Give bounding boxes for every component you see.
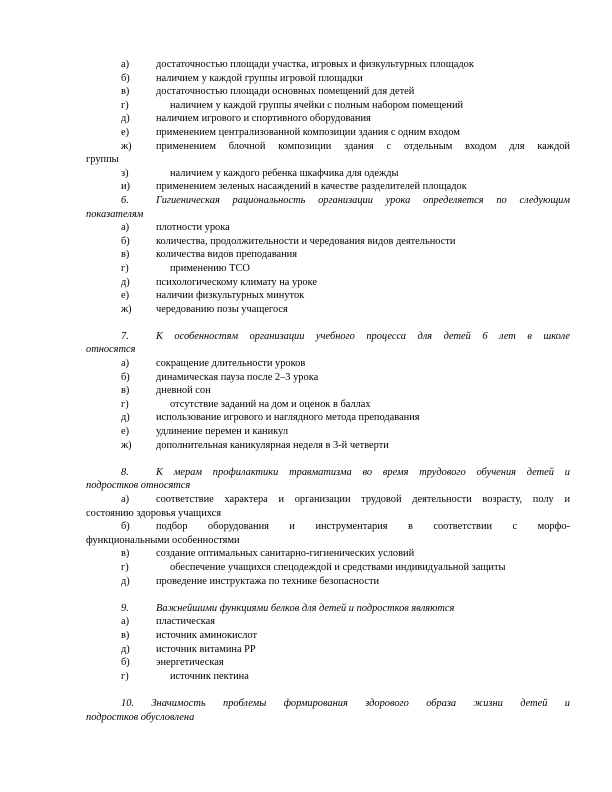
option-a: а) достаточностью площади участка, игровых и физкультурных площадок bbox=[121, 59, 474, 70]
question-9-title: 9. Важнейшими функциями белков для детей и подростков являются bbox=[121, 602, 455, 614]
option-zh: ж) чередованию позы учащегося bbox=[121, 303, 288, 315]
question-6-title: 6. Гигиеническая рациональность организации урока определяется по следующим bbox=[121, 194, 570, 206]
option-g: г) наличием у каждой группы ячейки с полным набором помещений bbox=[121, 99, 464, 111]
question-9 bbox=[86, 602, 570, 684]
option-e: е) применением централизованной композиции здания с одним входом bbox=[121, 126, 460, 138]
option-a: а) плотности урока bbox=[121, 222, 230, 234]
option-b: б) энергетическая bbox=[121, 657, 224, 669]
option-e: е) удлинение перемен и каникул bbox=[121, 426, 289, 438]
question-8-title: 8. К мерам профилактики травматизма во время трудового обучения детей и bbox=[121, 466, 570, 478]
question-10 bbox=[86, 697, 570, 724]
option-b-continuation: функциональными особенностями bbox=[86, 534, 240, 546]
question-8 bbox=[86, 466, 570, 588]
option-d: д) наличием игрового и спортивного оборудования bbox=[121, 113, 371, 125]
option-v: в) достаточностью площади основных помещений для детей bbox=[121, 86, 415, 98]
option-b: б) динамическая пауза после 2–3 урока bbox=[121, 371, 319, 383]
option-b: б) наличием у каждой группы игровой площадки bbox=[121, 72, 363, 84]
option-b: б) количества, продолжительности и чередования видов деятельности bbox=[121, 235, 456, 247]
answer-options-block0 bbox=[86, 58, 570, 194]
option-v: в) дневной сон bbox=[121, 385, 211, 397]
option-v: в) количества видов преподавания bbox=[121, 249, 298, 261]
option-v: в) создание оптимальных санитарно-гигиенических условий bbox=[121, 548, 415, 560]
question-8-title-continuation: подростков относятся bbox=[86, 480, 191, 492]
option-d: д) использование игрового и наглядного метода преподавания bbox=[121, 412, 420, 424]
option-a: а) пластическая bbox=[121, 616, 216, 628]
option-a-continuation: состоянию здоровья учащихся bbox=[86, 507, 222, 519]
option-g: г) источник пектина bbox=[121, 670, 249, 682]
option-b: б) подбор оборудования и инструментария в соответствии с морфо- bbox=[121, 521, 570, 533]
question-6 bbox=[86, 194, 570, 316]
question-10-title: 10. Значимость проблемы формирования здорового образа жизни детей и bbox=[121, 697, 570, 709]
question-10-title-continuation: подростков обусловлена bbox=[86, 711, 195, 723]
option-i: и) применением зеленых насаждений в качестве разделителей площадок bbox=[121, 181, 467, 193]
option-zh-continuation: группы bbox=[86, 154, 119, 166]
question-6-title-continuation: показателям bbox=[86, 208, 144, 220]
option-g: г) отсутствие заданий на дом и оценок в баллах bbox=[121, 398, 371, 410]
question-7-title-continuation: относятся bbox=[86, 344, 136, 356]
option-d: д) психологическому климату на уроке bbox=[121, 276, 317, 288]
spacer bbox=[86, 683, 570, 697]
question-7-title: 7. К особенностям организации учебного процесса для детей 6 лет в школе bbox=[121, 330, 570, 342]
question-7 bbox=[86, 330, 570, 452]
spacer bbox=[86, 452, 570, 466]
document-page bbox=[86, 58, 570, 724]
option-e: е) наличии физкультурных минуток bbox=[121, 290, 305, 302]
option-a: а) сокращение длительности уроков bbox=[121, 358, 306, 370]
option-g: г) обеспечение учащихся спецодеждой и средствами индивидуальной защиты bbox=[121, 561, 506, 573]
option-v: в) источник аминокислот bbox=[121, 629, 258, 641]
option-z: з) наличием у каждого ребенка шкафчика для одежды bbox=[121, 167, 399, 179]
option-zh: ж) применением блочной композиции здания с отдельным входом для каждой bbox=[121, 140, 570, 152]
spacer bbox=[86, 316, 570, 330]
spacer bbox=[86, 588, 570, 602]
option-d: д) источник витамина РР bbox=[121, 643, 256, 655]
option-a: а) соответствие характера и организации трудовой деятельности возрасту, полу и bbox=[121, 494, 570, 505]
option-zh: ж) дополнительная каникулярная неделя в 3-й четверти bbox=[121, 439, 389, 451]
option-d: д) проведение инструктажа по технике безопасности bbox=[121, 575, 380, 587]
option-g: г) применению ТСО bbox=[121, 262, 250, 274]
